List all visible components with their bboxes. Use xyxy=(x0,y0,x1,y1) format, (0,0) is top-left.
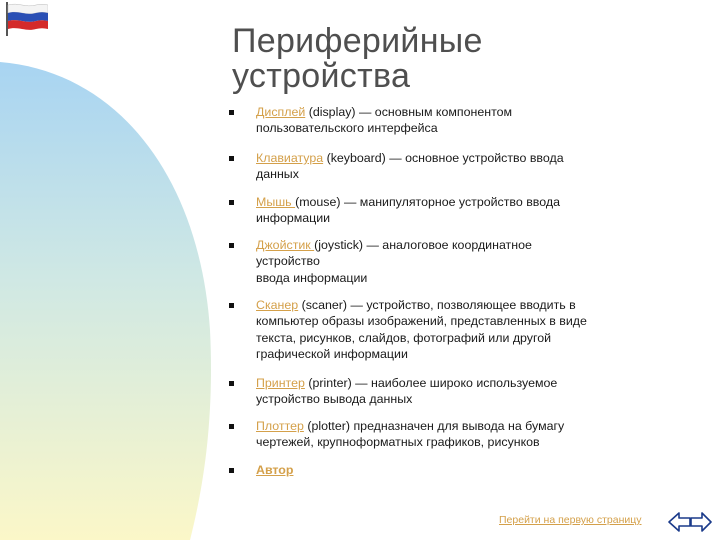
display-link[interactable]: Дисплей xyxy=(256,105,306,119)
bullet-icon xyxy=(229,110,234,115)
item-description: (plotter) предназначен для вывода на бумагу чертежей, крупноформатных графиков, рисунков xyxy=(256,419,565,450)
mouse-link[interactable]: Мышь xyxy=(256,195,296,209)
item-description: (mouse) — манипуляторное устройство ввода информации xyxy=(256,195,560,226)
plotter-link[interactable]: Плоттер xyxy=(256,419,304,433)
bullet-icon xyxy=(229,200,234,205)
bullet-icon xyxy=(229,243,234,248)
bullet-icon xyxy=(229,303,234,308)
forward-arrow-icon[interactable] xyxy=(690,510,712,534)
joystick-link[interactable]: Джойстик xyxy=(256,238,315,252)
bullet-icon xyxy=(229,468,234,473)
page-title xyxy=(232,24,483,94)
item-description: (joystick) — аналоговое координатное устройство ввода информации xyxy=(256,238,532,285)
item-description: (keyboard) — основное устройство ввода данных xyxy=(256,151,564,182)
item-description: (printer) — наиболее широко используемое устройство вывода данных xyxy=(256,376,558,407)
scanner-link[interactable]: Сканер xyxy=(256,298,299,312)
bullet-icon xyxy=(229,424,234,429)
title-line-2: устройства xyxy=(232,57,411,95)
bullet-icon xyxy=(229,381,234,386)
bullet-icon xyxy=(229,156,234,161)
item-description: (display) — основным компонентом пользовательского интерфейса xyxy=(256,105,513,136)
home-page-link[interactable]: Перейти на первую страницу xyxy=(499,514,642,526)
keyboard-link[interactable]: Клавиатура xyxy=(256,151,324,165)
author-link[interactable]: Автор xyxy=(256,463,294,477)
item-description: (scaner) — устройство, позволяющее вводить в компьютер образы изображений, представленных в виде текста, рисунков, слайдов, фотографий или другой графической информации xyxy=(256,298,587,361)
back-arrow-icon[interactable] xyxy=(668,510,692,534)
title-line-1: Периферийные xyxy=(232,22,483,60)
printer-link[interactable]: Принтер xyxy=(256,376,305,390)
russian-flag-icon xyxy=(4,2,48,36)
